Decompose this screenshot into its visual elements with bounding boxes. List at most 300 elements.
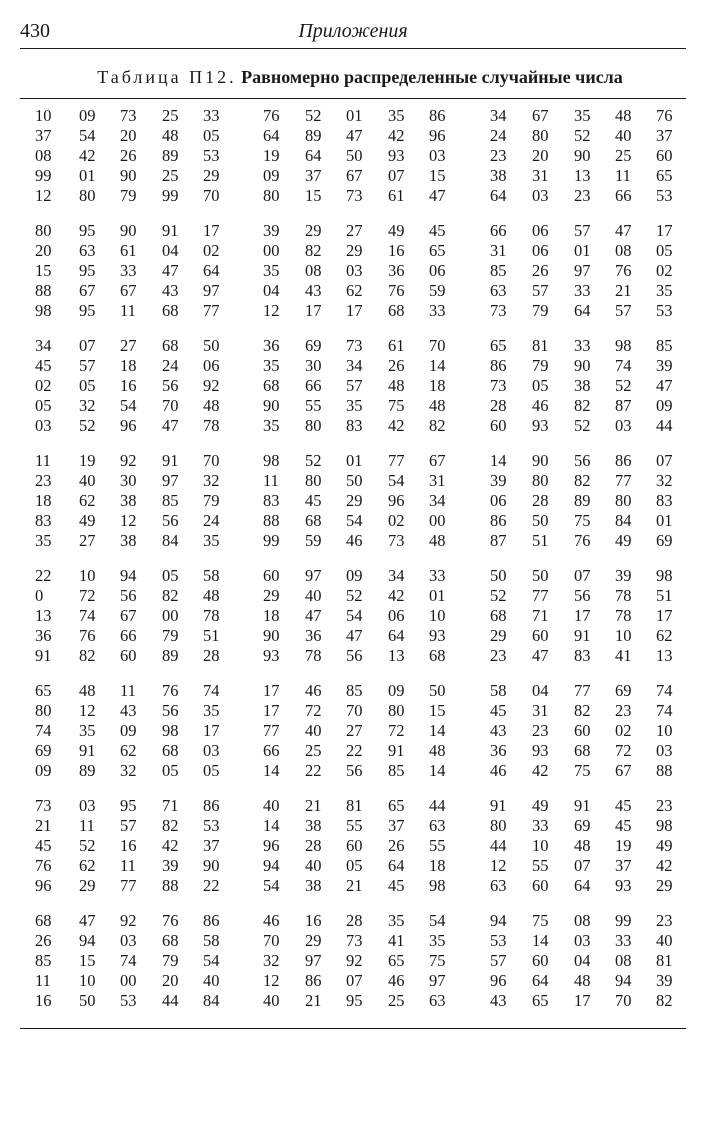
number-cell: 81 — [532, 336, 549, 355]
number-cell: 39 — [162, 856, 179, 875]
number-cell: 35 — [346, 396, 363, 415]
number-cell: 76 — [574, 531, 591, 550]
number-cell: 18 — [120, 356, 137, 375]
number-cell: 95 — [79, 261, 96, 280]
number-cell: 20 — [532, 146, 549, 165]
number-cell: 49 — [388, 221, 405, 240]
number-cell: 73 — [346, 931, 363, 950]
number-cell: 89 — [574, 491, 591, 510]
number-cell: 96 — [490, 971, 507, 990]
number-cell: 91 — [574, 796, 591, 815]
number-cell: 10 — [79, 971, 96, 990]
number-cell: 75 — [429, 951, 446, 970]
number-cell: 50 — [532, 566, 549, 585]
number-cell: 43 — [120, 701, 137, 720]
number-cell: 83 — [35, 511, 52, 530]
number-cell: 58 — [490, 681, 507, 700]
number-cell: 62 — [79, 491, 96, 510]
number-cell: 92 — [346, 951, 363, 970]
number-cell: 60 — [490, 416, 507, 435]
number-cell: 14 — [263, 761, 280, 780]
number-cell: 36 — [305, 626, 322, 645]
table-row — [0, 471, 720, 491]
number-cell: 97 — [305, 566, 322, 585]
number-cell: 85 — [388, 761, 405, 780]
number-cell: 31 — [429, 471, 446, 490]
number-cell: 42 — [656, 856, 673, 875]
number-cell: 71 — [532, 606, 549, 625]
number-cell: 12 — [263, 971, 280, 990]
number-cell: 57 — [490, 951, 507, 970]
number-cell: 42 — [388, 586, 405, 605]
number-cell: 11 — [120, 681, 136, 700]
number-cell: 97 — [574, 261, 591, 280]
number-cell: 38 — [120, 531, 137, 550]
number-cell: 61 — [120, 241, 137, 260]
number-cell: 15 — [305, 186, 322, 205]
number-block — [0, 566, 720, 670]
number-cell: 68 — [305, 511, 322, 530]
number-cell: 52 — [305, 106, 322, 125]
number-cell: 11 — [120, 856, 136, 875]
number-cell: 40 — [263, 991, 280, 1010]
number-cell: 54 — [79, 126, 96, 145]
number-cell: 80 — [305, 416, 322, 435]
number-cell: 28 — [532, 491, 549, 510]
number-cell: 82 — [656, 991, 673, 1010]
table-row — [0, 911, 720, 931]
number-cell: 87 — [490, 531, 507, 550]
number-cell: 66 — [120, 626, 137, 645]
number-cell: 67 — [429, 451, 446, 470]
number-cell: 28 — [305, 836, 322, 855]
number-cell: 39 — [490, 471, 507, 490]
number-cell: 33 — [574, 281, 591, 300]
number-cell: 60 — [263, 566, 280, 585]
number-cell: 86 — [490, 356, 507, 375]
number-cell: 90 — [263, 396, 280, 415]
number-cell: 63 — [490, 281, 507, 300]
number-cell: 40 — [263, 796, 280, 815]
number-cell: 84 — [162, 531, 179, 550]
number-cell: 27 — [79, 531, 96, 550]
number-cell: 67 — [615, 761, 632, 780]
number-cell: 00 — [263, 241, 280, 260]
number-cell: 42 — [79, 146, 96, 165]
table-row — [0, 626, 720, 646]
number-cell: 32 — [656, 471, 673, 490]
table-caption-text: Равномерно распределенные случайные числа — [241, 67, 623, 87]
number-cell: 56 — [346, 646, 363, 665]
number-cell: 91 — [490, 796, 507, 815]
number-cell: 39 — [615, 566, 632, 585]
number-cell: 56 — [162, 701, 179, 720]
number-cell: 77 — [203, 301, 220, 320]
number-cell: 48 — [429, 741, 446, 760]
number-cell: 21 — [305, 796, 322, 815]
number-cell: 69 — [574, 816, 591, 835]
number-cell: 03 — [429, 146, 446, 165]
number-cell: 73 — [346, 186, 363, 205]
number-cell: 01 — [656, 511, 673, 530]
number-cell: 25 — [305, 741, 322, 760]
number-cell: 52 — [79, 416, 96, 435]
number-cell: 63 — [429, 991, 446, 1010]
number-cell: 79 — [532, 356, 549, 375]
number-cell: 70 — [429, 336, 446, 355]
number-cell: 38 — [574, 376, 591, 395]
number-cell: 56 — [162, 511, 179, 530]
number-cell: 82 — [79, 646, 96, 665]
number-cell: 86 — [615, 451, 632, 470]
number-cell: 74 — [203, 681, 220, 700]
number-cell: 04 — [263, 281, 280, 300]
number-cell: 45 — [35, 356, 52, 375]
number-cell: 17 — [574, 606, 591, 625]
number-cell: 02 — [656, 261, 673, 280]
number-cell: 93 — [429, 626, 446, 645]
number-cell: 12 — [263, 301, 280, 320]
number-cell: 21 — [35, 816, 52, 835]
number-cell: 73 — [120, 106, 137, 125]
number-cell: 39 — [263, 221, 280, 240]
number-cell: 0 — [35, 586, 44, 605]
table-row — [0, 241, 720, 261]
number-cell: 22 — [346, 741, 363, 760]
number-cell: 80 — [615, 491, 632, 510]
number-cell: 43 — [162, 281, 179, 300]
number-cell: 57 — [615, 301, 632, 320]
number-cell: 17 — [203, 221, 220, 240]
number-cell: 63 — [490, 876, 507, 895]
number-cell: 66 — [263, 741, 280, 760]
number-cell: 31 — [490, 241, 507, 260]
number-cell: 34 — [490, 106, 507, 125]
number-cell: 93 — [532, 416, 549, 435]
number-cell: 85 — [162, 491, 179, 510]
number-cell: 74 — [120, 951, 137, 970]
number-cell: 50 — [532, 511, 549, 530]
number-cell: 76 — [162, 911, 179, 930]
table-row — [0, 356, 720, 376]
number-cell: 46 — [305, 681, 322, 700]
number-cell: 05 — [79, 376, 96, 395]
number-cell: 17 — [203, 721, 220, 740]
number-cell: 69 — [305, 336, 322, 355]
number-cell: 11 — [35, 451, 51, 470]
number-cell: 78 — [203, 416, 220, 435]
number-cell: 25 — [615, 146, 632, 165]
number-cell: 67 — [79, 281, 96, 300]
number-cell: 48 — [574, 836, 591, 855]
number-cell: 14 — [429, 721, 446, 740]
number-cell: 08 — [35, 146, 52, 165]
number-cell: 18 — [429, 376, 446, 395]
number-cell: 02 — [35, 376, 52, 395]
number-cell: 86 — [305, 971, 322, 990]
number-cell: 06 — [429, 261, 446, 280]
number-cell: 97 — [429, 971, 446, 990]
number-cell: 86 — [203, 911, 220, 930]
number-cell: 95 — [79, 301, 96, 320]
number-cell: 68 — [490, 606, 507, 625]
number-cell: 96 — [388, 491, 405, 510]
number-cell: 74 — [656, 701, 673, 720]
number-block — [0, 336, 720, 440]
number-cell: 57 — [532, 281, 549, 300]
number-cell: 89 — [162, 646, 179, 665]
number-cell: 47 — [346, 126, 363, 145]
number-cell: 82 — [305, 241, 322, 260]
number-cell: 93 — [532, 741, 549, 760]
number-cell: 24 — [162, 356, 179, 375]
table-row — [0, 606, 720, 626]
number-cell: 62 — [120, 741, 137, 760]
number-cell: 25 — [162, 106, 179, 125]
number-cell: 36 — [263, 336, 280, 355]
number-cell: 49 — [615, 531, 632, 550]
number-cell: 60 — [656, 146, 673, 165]
number-cell: 20 — [162, 971, 179, 990]
number-cell: 89 — [305, 126, 322, 145]
number-cell: 23 — [615, 701, 632, 720]
number-cell: 66 — [490, 221, 507, 240]
number-cell: 50 — [429, 681, 446, 700]
number-cell: 62 — [79, 856, 96, 875]
number-cell: 47 — [162, 261, 179, 280]
number-cell: 67 — [532, 106, 549, 125]
number-cell: 83 — [656, 491, 673, 510]
page-number: 430 — [20, 20, 50, 42]
table-row — [0, 531, 720, 551]
number-cell: 60 — [532, 951, 549, 970]
number-cell: 91 — [79, 741, 96, 760]
number-cell: 82 — [574, 701, 591, 720]
number-cell: 02 — [203, 241, 220, 260]
number-cell: 83 — [346, 416, 363, 435]
number-cell: 54 — [429, 911, 446, 930]
number-cell: 17 — [656, 606, 673, 625]
number-cell: 43 — [490, 721, 507, 740]
number-cell: 64 — [532, 971, 549, 990]
number-cell: 10 — [79, 566, 96, 585]
number-cell: 65 — [532, 991, 549, 1010]
number-cell: 80 — [263, 186, 280, 205]
number-cell: 68 — [162, 301, 179, 320]
number-cell: 95 — [79, 221, 96, 240]
table-top-rule — [20, 98, 686, 99]
number-cell: 22 — [35, 566, 52, 585]
number-cell: 05 — [35, 396, 52, 415]
number-cell: 39 — [656, 971, 673, 990]
number-cell: 45 — [615, 796, 632, 815]
number-cell: 55 — [346, 816, 363, 835]
number-cell: 35 — [203, 531, 220, 550]
number-cell: 83 — [574, 646, 591, 665]
number-cell: 54 — [263, 876, 280, 895]
number-cell: 21 — [615, 281, 632, 300]
number-cell: 57 — [79, 356, 96, 375]
number-cell: 61 — [388, 336, 405, 355]
number-cell: 94 — [490, 911, 507, 930]
number-cell: 77 — [532, 586, 549, 605]
number-cell: 26 — [388, 836, 405, 855]
number-cell: 38 — [490, 166, 507, 185]
number-cell: 46 — [346, 531, 363, 550]
number-cell: 45 — [615, 816, 632, 835]
number-block — [0, 221, 720, 325]
number-cell: 95 — [346, 991, 363, 1010]
number-cell: 90 — [263, 626, 280, 645]
number-cell: 40 — [305, 856, 322, 875]
number-cell: 55 — [429, 836, 446, 855]
number-cell: 11 — [35, 971, 51, 990]
number-cell: 01 — [346, 451, 363, 470]
number-cell: 01 — [79, 166, 96, 185]
number-cell: 28 — [346, 911, 363, 930]
number-cell: 50 — [346, 146, 363, 165]
number-cell: 01 — [346, 106, 363, 125]
number-cell: 60 — [532, 626, 549, 645]
number-cell: 10 — [532, 836, 549, 855]
table-row — [0, 646, 720, 666]
number-cell: 10 — [35, 106, 52, 125]
number-block — [0, 451, 720, 555]
number-cell: 93 — [388, 146, 405, 165]
number-cell: 56 — [120, 586, 137, 605]
number-cell: 36 — [490, 741, 507, 760]
number-cell: 35 — [35, 531, 52, 550]
number-cell: 82 — [162, 816, 179, 835]
number-cell: 29 — [305, 931, 322, 950]
number-cell: 73 — [388, 531, 405, 550]
number-cell: 04 — [532, 681, 549, 700]
table-row — [0, 566, 720, 586]
number-cell: 32 — [79, 396, 96, 415]
number-cell: 74 — [35, 721, 52, 740]
number-cell: 46 — [532, 396, 549, 415]
number-cell: 13 — [35, 606, 52, 625]
number-cell: 17 — [263, 701, 280, 720]
table-row — [0, 991, 720, 1011]
number-cell: 10 — [656, 721, 673, 740]
number-cell: 38 — [305, 876, 322, 895]
number-cell: 45 — [305, 491, 322, 510]
number-cell: 76 — [35, 856, 52, 875]
number-cell: 58 — [203, 566, 220, 585]
number-cell: 05 — [532, 376, 549, 395]
number-cell: 35 — [263, 356, 280, 375]
number-cell: 20 — [120, 126, 137, 145]
number-cell: 62 — [346, 281, 363, 300]
table-row — [0, 856, 720, 876]
number-cell: 52 — [490, 586, 507, 605]
number-cell: 48 — [79, 681, 96, 700]
number-cell: 68 — [35, 911, 52, 930]
number-cell: 80 — [532, 126, 549, 145]
number-cell: 80 — [532, 471, 549, 490]
number-cell: 05 — [203, 126, 220, 145]
number-cell: 35 — [388, 911, 405, 930]
number-cell: 80 — [35, 221, 52, 240]
number-cell: 56 — [574, 451, 591, 470]
number-cell: 15 — [35, 261, 52, 280]
number-cell: 68 — [574, 741, 591, 760]
table-row — [0, 931, 720, 951]
number-cell: 75 — [388, 396, 405, 415]
number-cell: 26 — [388, 356, 405, 375]
number-cell: 13 — [574, 166, 591, 185]
number-cell: 23 — [656, 796, 673, 815]
number-cell: 79 — [532, 301, 549, 320]
number-cell: 64 — [574, 301, 591, 320]
number-cell: 43 — [305, 281, 322, 300]
number-cell: 70 — [615, 991, 632, 1010]
table-row — [0, 951, 720, 971]
number-cell: 52 — [346, 586, 363, 605]
number-cell: 11 — [615, 166, 631, 185]
number-cell: 56 — [162, 376, 179, 395]
number-cell: 53 — [203, 816, 220, 835]
number-cell: 27 — [346, 221, 363, 240]
number-cell: 72 — [305, 701, 322, 720]
number-cell: 15 — [429, 701, 446, 720]
number-cell: 80 — [305, 471, 322, 490]
number-cell: 51 — [532, 531, 549, 550]
number-cell: 68 — [429, 646, 446, 665]
number-cell: 60 — [346, 836, 363, 855]
number-cell: 70 — [346, 701, 363, 720]
number-cell: 17 — [574, 991, 591, 1010]
number-cell: 50 — [346, 471, 363, 490]
table-row — [0, 721, 720, 741]
table-row — [0, 261, 720, 281]
number-cell: 26 — [120, 146, 137, 165]
number-cell: 21 — [305, 991, 322, 1010]
number-cell: 40 — [79, 471, 96, 490]
number-cell: 08 — [574, 911, 591, 930]
number-cell: 33 — [203, 106, 220, 125]
table-row — [0, 761, 720, 781]
number-cell: 00 — [120, 971, 137, 990]
number-cell: 16 — [388, 241, 405, 260]
number-cell: 68 — [162, 741, 179, 760]
number-cell: 79 — [120, 186, 137, 205]
running-title: Приложения — [298, 20, 408, 42]
number-cell: 58 — [203, 931, 220, 950]
number-cell: 30 — [305, 356, 322, 375]
number-cell: 73 — [490, 301, 507, 320]
number-cell: 34 — [388, 566, 405, 585]
table-row — [0, 166, 720, 186]
number-cell: 49 — [532, 796, 549, 815]
number-cell: 54 — [120, 396, 137, 415]
number-cell: 64 — [263, 126, 280, 145]
table-row — [0, 796, 720, 816]
number-cell: 50 — [490, 566, 507, 585]
number-cell: 45 — [35, 836, 52, 855]
number-cell: 75 — [574, 511, 591, 530]
number-cell: 66 — [615, 186, 632, 205]
number-cell: 68 — [263, 376, 280, 395]
number-cell: 05 — [346, 856, 363, 875]
number-cell: 41 — [388, 931, 405, 950]
number-cell: 00 — [162, 606, 179, 625]
number-cell: 29 — [263, 586, 280, 605]
number-cell: 14 — [429, 761, 446, 780]
number-cell: 69 — [656, 531, 673, 550]
table-row — [0, 281, 720, 301]
